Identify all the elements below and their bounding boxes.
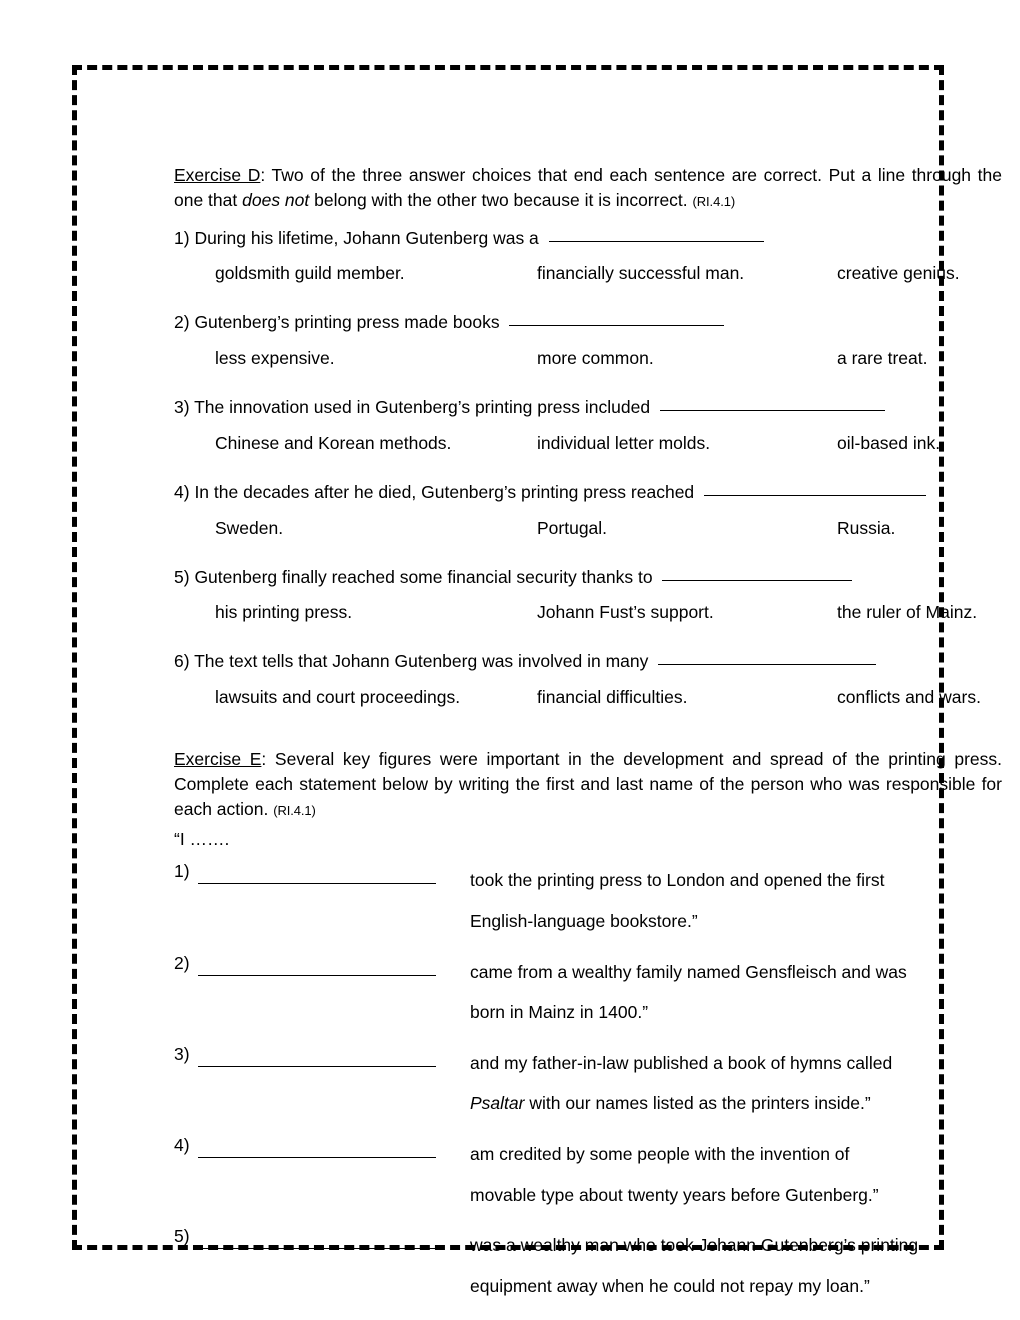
answer-choice[interactable]: the ruler of Mainz. bbox=[837, 602, 978, 623]
item-number: 1) bbox=[174, 861, 190, 882]
exercise-e-section bbox=[174, 747, 1002, 1306]
answer-choice[interactable]: goldsmith guild member. bbox=[215, 263, 405, 284]
worksheet-content bbox=[174, 163, 1002, 1306]
item-number: 3) bbox=[174, 1043, 190, 1064]
question-stem-line bbox=[174, 650, 1002, 673]
answer-choice[interactable]: financially successful man. bbox=[537, 263, 745, 284]
item-statement bbox=[470, 860, 1002, 941]
answer-blank[interactable] bbox=[509, 325, 724, 326]
answer-blank[interactable] bbox=[704, 495, 926, 496]
question-block bbox=[174, 311, 1002, 382]
question-block bbox=[174, 566, 1002, 637]
list-item bbox=[174, 1134, 1002, 1215]
answer-choice[interactable]: oil-based ink. bbox=[837, 432, 941, 453]
answer-choice[interactable]: more common. bbox=[537, 348, 654, 369]
item-statement bbox=[470, 1225, 1002, 1306]
answer-choice[interactable]: less expensive. bbox=[215, 348, 335, 369]
answer-choice[interactable]: financial difficulties. bbox=[537, 687, 688, 708]
exercise-e-colon: : bbox=[261, 749, 267, 770]
exercise-d-standard-tag: (RI.4.1) bbox=[692, 193, 736, 209]
list-item bbox=[174, 860, 1002, 941]
question-stem: The innovation used in Gutenberg’s printing press included bbox=[194, 397, 651, 418]
question-number: 6) bbox=[174, 651, 190, 672]
exercise-d-questions bbox=[174, 227, 1002, 722]
quote-opener: “I ……. bbox=[174, 828, 230, 849]
item-statement bbox=[470, 952, 1002, 1033]
exercise-d-instructions-emphasis: does not bbox=[242, 189, 310, 210]
item-statement-line1: am credited by some people with the invention of bbox=[470, 1144, 850, 1165]
answer-choice[interactable]: creative genius. bbox=[837, 263, 960, 284]
item-statement bbox=[470, 1134, 1002, 1215]
exercise-e-instructions bbox=[174, 747, 1002, 822]
item-statement-line1: took the printing press to London and opened the first bbox=[470, 870, 885, 891]
list-item bbox=[174, 952, 1002, 1033]
answer-choice[interactable]: Sweden. bbox=[215, 517, 284, 538]
question-number: 1) bbox=[174, 227, 190, 248]
item-number: 5) bbox=[174, 1226, 190, 1247]
item-statement-line1: came from a wealthy family named Gensfleisch and was bbox=[470, 961, 907, 982]
answer-choices-row bbox=[174, 518, 1002, 552]
answer-choice[interactable]: Portugal. bbox=[537, 517, 608, 538]
item-statement-line1: was a wealthy man who took Johann Gutenberg’s printing bbox=[470, 1235, 919, 1256]
question-stem: In the decades after he died, Gutenberg’s printing press reached bbox=[194, 481, 695, 502]
question-stem-line bbox=[174, 396, 1002, 419]
item-statement-line2: born in Mainz in 1400.” bbox=[470, 1002, 649, 1023]
item-statement-line2-rest: with our names listed as the printers inside.” bbox=[524, 1093, 871, 1114]
item-statement-line1: and my father-in-law published a book of hymns called bbox=[470, 1052, 893, 1073]
answer-choice[interactable]: Chinese and Korean methods. bbox=[215, 432, 452, 453]
exercise-d-instructions bbox=[174, 163, 1002, 213]
list-item bbox=[174, 1225, 1002, 1306]
answer-choices-row bbox=[174, 433, 1002, 467]
name-blank[interactable] bbox=[198, 1225, 436, 1249]
answer-choice[interactable]: a rare treat. bbox=[837, 348, 928, 369]
question-stem: During his lifetime, Johann Gutenberg was a bbox=[194, 227, 539, 248]
name-blank[interactable] bbox=[198, 1134, 436, 1158]
item-statement bbox=[470, 1043, 1002, 1124]
answer-choice[interactable]: individual letter molds. bbox=[537, 432, 711, 453]
answer-blank[interactable] bbox=[658, 664, 876, 665]
item-statement-line2: equipment away when he could not repay my loan.” bbox=[470, 1275, 870, 1296]
question-stem: The text tells that Johann Gutenberg was involved in many bbox=[194, 651, 649, 672]
question-block bbox=[174, 650, 1002, 721]
answer-blank[interactable] bbox=[660, 410, 885, 411]
exercise-d-colon: : bbox=[260, 165, 266, 185]
answer-choices-row bbox=[174, 348, 1002, 382]
worksheet-border-frame bbox=[72, 65, 1002, 1296]
book-title: Psaltar bbox=[470, 1093, 525, 1114]
name-blank[interactable] bbox=[198, 952, 436, 976]
answer-choices-row bbox=[174, 687, 1002, 721]
item-statement-line2 bbox=[470, 1083, 1002, 1124]
answer-choice[interactable]: Russia. bbox=[837, 517, 896, 538]
answer-choice[interactable]: his printing press. bbox=[215, 602, 353, 623]
answer-blank[interactable] bbox=[662, 580, 852, 581]
question-stem: Gutenberg finally reached some financial security thanks to bbox=[194, 566, 653, 587]
question-stem-line bbox=[174, 566, 1002, 589]
question-stem-line bbox=[174, 311, 1002, 334]
exercise-d-instructions-part1: Two of the three answer choices that end each sentence are correct. Put a line through the one that bbox=[174, 165, 1002, 210]
question-stem-line bbox=[174, 227, 1002, 250]
question-block bbox=[174, 481, 1002, 552]
answer-choice[interactable]: conflicts and wars. bbox=[837, 687, 981, 708]
answer-choices-row bbox=[174, 602, 1002, 636]
item-number: 4) bbox=[174, 1135, 190, 1156]
answer-choice[interactable]: Johann Fust’s support. bbox=[537, 602, 714, 623]
question-stem-line bbox=[174, 481, 1002, 504]
question-block bbox=[174, 227, 1002, 298]
answer-choice[interactable]: lawsuits and court proceedings. bbox=[215, 687, 461, 708]
name-blank[interactable] bbox=[198, 860, 436, 884]
item-statement-line2: movable type about twenty years before Gutenberg.” bbox=[470, 1184, 879, 1205]
exercise-d-instructions-part2: belong with the other two because it is incorrect. bbox=[309, 189, 693, 210]
question-number: 5) bbox=[174, 566, 190, 587]
question-block bbox=[174, 396, 1002, 467]
exercise-d-label: Exercise D bbox=[174, 165, 261, 185]
item-statement-line2: English-language bookstore.” bbox=[470, 911, 698, 932]
exercise-e-label: Exercise E bbox=[174, 749, 262, 770]
name-blank[interactable] bbox=[198, 1043, 436, 1067]
question-stem: Gutenberg’s printing press made books bbox=[194, 312, 500, 333]
answer-choices-row bbox=[174, 263, 1002, 297]
question-number: 2) bbox=[174, 312, 190, 333]
exercise-e-instructions-text: Several key figures were important in the development and spread of the printing press. Complete each statement below by writing the first and last name of the person who was responsible for each action. bbox=[174, 749, 1002, 819]
question-number: 4) bbox=[174, 481, 190, 502]
question-number: 3) bbox=[174, 397, 190, 418]
answer-blank[interactable] bbox=[549, 241, 764, 242]
list-item bbox=[174, 1043, 1002, 1124]
exercise-e-standard-tag: (RI.4.1) bbox=[273, 802, 316, 818]
item-number: 2) bbox=[174, 952, 190, 973]
